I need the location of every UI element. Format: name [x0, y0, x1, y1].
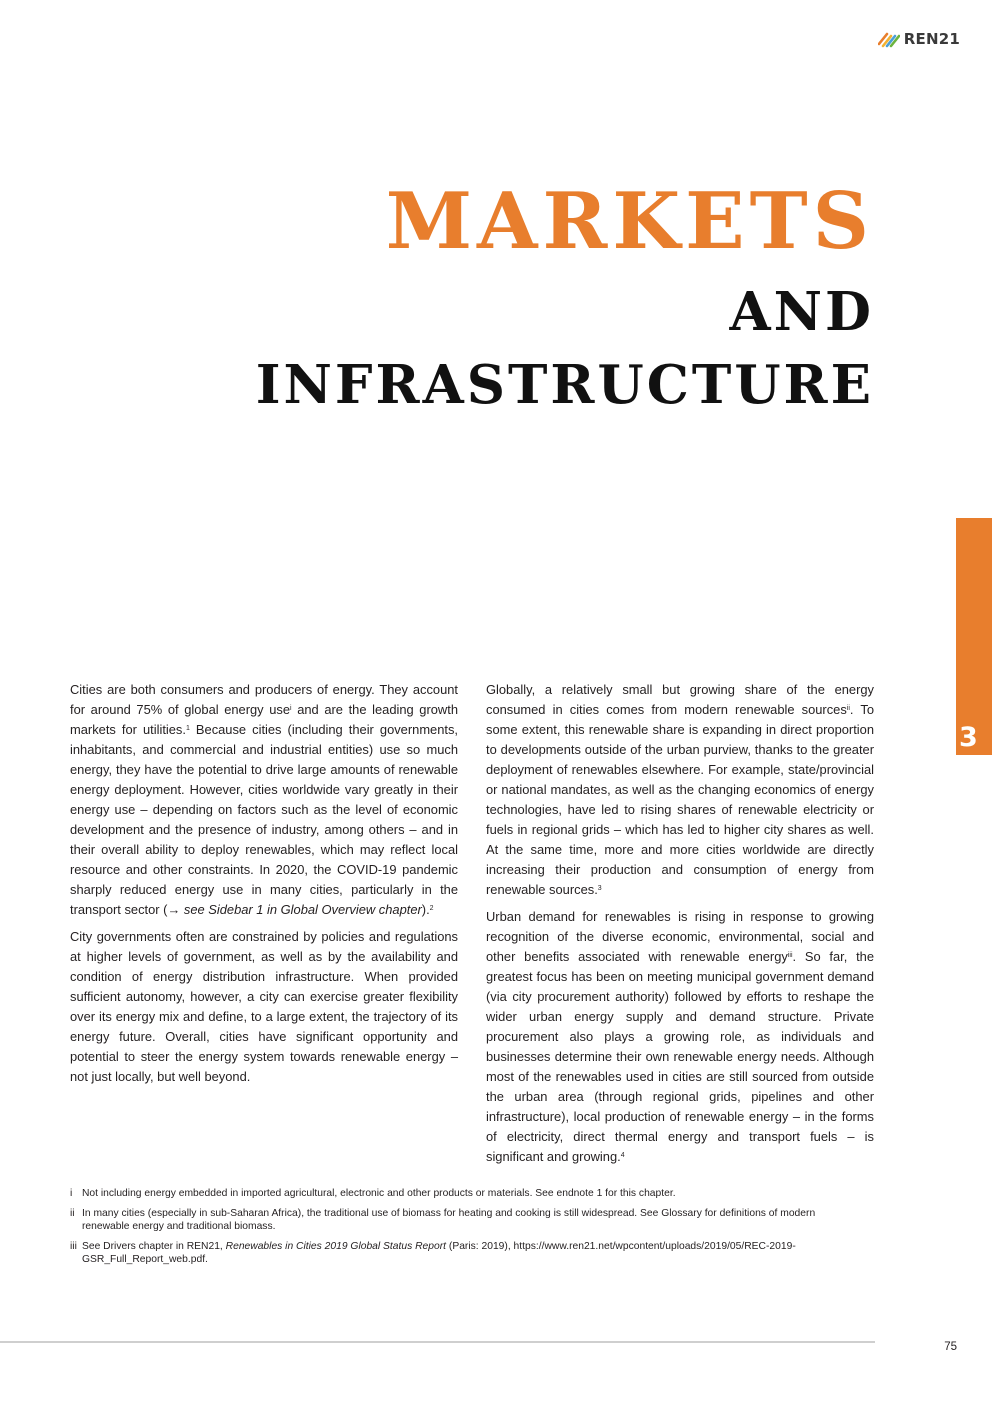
logo-text: REN21 [903, 30, 960, 48]
page-number: 75 [944, 1341, 957, 1353]
footnote-marker[interactable]: iii [787, 952, 793, 959]
endnote-ref[interactable]: 4 [620, 1152, 625, 1159]
footnotes [70, 1187, 860, 1273]
title-infrastructure: INFRASTRUCTURE [255, 354, 874, 416]
paragraph: Globally, a relatively small but growing share of the energy consumed in cities comes from modern renewable sources$^{ii}$. To some extent, this renewable share is expanding in direct proportion to developments outside of the urban purview, thanks to the greater deployment of renewables elsewhere. For example, state/provincial or national mandates, as well as the changing economics of energy technologies, have led to rising shares of renewable electricity or fuels in regional grids – which has led to higher city shares as well. At the same time, more and more cities worldwide are directly increasing their production and consumption of energy from renewable sources.$^3$ [486, 682, 874, 897]
title-and: AND [729, 281, 874, 343]
endnote-ref[interactable]: 3 [597, 885, 602, 892]
cross-reference-link[interactable]: → see Sidebar 1 in Global Overview chapter [167, 902, 422, 917]
footnote [70, 1187, 860, 1201]
ren21-logo-icon [878, 30, 900, 48]
body-column-left [70, 680, 458, 1094]
paragraph: Urban demand for renewables is rising in response to growing recognition of the diverse economic, environmental, social and other benefits associated with renewable energy$^{iii}$. So far, the greatest focus has been on meeting municipal government demand (via city procurement authority) followed by efforts to reshape the wider urban energy supply and demand structure. Private procurement also plays a growing role, as individuals and businesses determine their own renewable energy needs. Although most of the renewables used in cities are still sourced from outside the urban area (through regional grids, pipelines and other infrastructure), local production of renewable energy – in the forms of electricity, direct thermal energy and transport fuels – is significant and growing.$^4$ [486, 909, 874, 1164]
footnote-label: ii [70, 1207, 75, 1219]
report-title: Renewables in Cities 2019 Global Status Report [225, 1240, 447, 1252]
footnote [70, 1207, 860, 1234]
footnote-text: In many cities (especially in sub-Saharan Africa), the traditional use of biomass for heating and cooking is still widespread. See Glossary for definitions of modern renewable energy and traditional biomass. [82, 1207, 816, 1233]
chapter-tab [956, 518, 992, 755]
footnote-marker[interactable]: i [290, 705, 292, 712]
footnote-label: i [70, 1188, 73, 1199]
footnote-text: See Drivers chapter in REN21, Renewables in Cities 2019 Global Status Report (Paris: 2019), https://www.ren21.net/wpcontent/uploads/2019/05/REC-2019-GSR_Full_Report_web.pdf. [82, 1240, 796, 1266]
report-link[interactable]: (Paris: 2019), https://www.ren21.net/wpcontent/uploads/2019/05/REC-2019-GSR_Full_Report_web.pdf. [82, 1240, 796, 1266]
title-markets: MARKETS [385, 176, 874, 267]
footnote-text: Not including energy embedded in imported agricultural, electronic and other products or materials. See endnote 1 for this chapter. [82, 1188, 676, 1199]
body-column-right [486, 680, 874, 1174]
ren21-logo [878, 30, 960, 48]
footnote-label: iii [70, 1240, 77, 1252]
footnote [70, 1240, 860, 1267]
chapter-title [256, 168, 874, 422]
endnote-ref[interactable]: 2 [429, 905, 434, 912]
paragraph: Cities are both consumers and producers of energy. They account for around 75% of global energy use$^i$ and are the leading growth markets for utilities.$^1$ Because cities (including their governments, inhabitants, and commercial and industrial entities) use so much energy, they have the potential to drive large amounts of renewable energy deployment. However, cities worldwide vary greatly in their energy use – depending on factors such as the level of economic development and the presence of industry, among others – and in their overall ability to deploy renewables, which may reflect local resource and other constraints. In 2020, the COVID-19 pandemic sharply reduced energy use in many cities, particularly in the transport sector (→ see Sidebar 1 in Global Overview chapter).$^2$ [70, 682, 458, 917]
endnote-ref[interactable]: 1 [185, 725, 190, 732]
footnote-marker[interactable]: ii [846, 705, 850, 712]
paragraph: City governments often are constrained by policies and regulations at higher levels of government, as well as by the availability and condition of energy distribution infrastructure. When provided sufficient autonomy, however, a city can exercise greater flexibility over its energy mix and define, to a large extent, the trajectory of its energy future. Overall, cities have significant opportunity and potential to steer the energy system towards renewable energy – not just locally, but well beyond. [70, 929, 458, 1084]
chapter-number: 3 [959, 722, 978, 753]
footer-divider [0, 1341, 875, 1343]
